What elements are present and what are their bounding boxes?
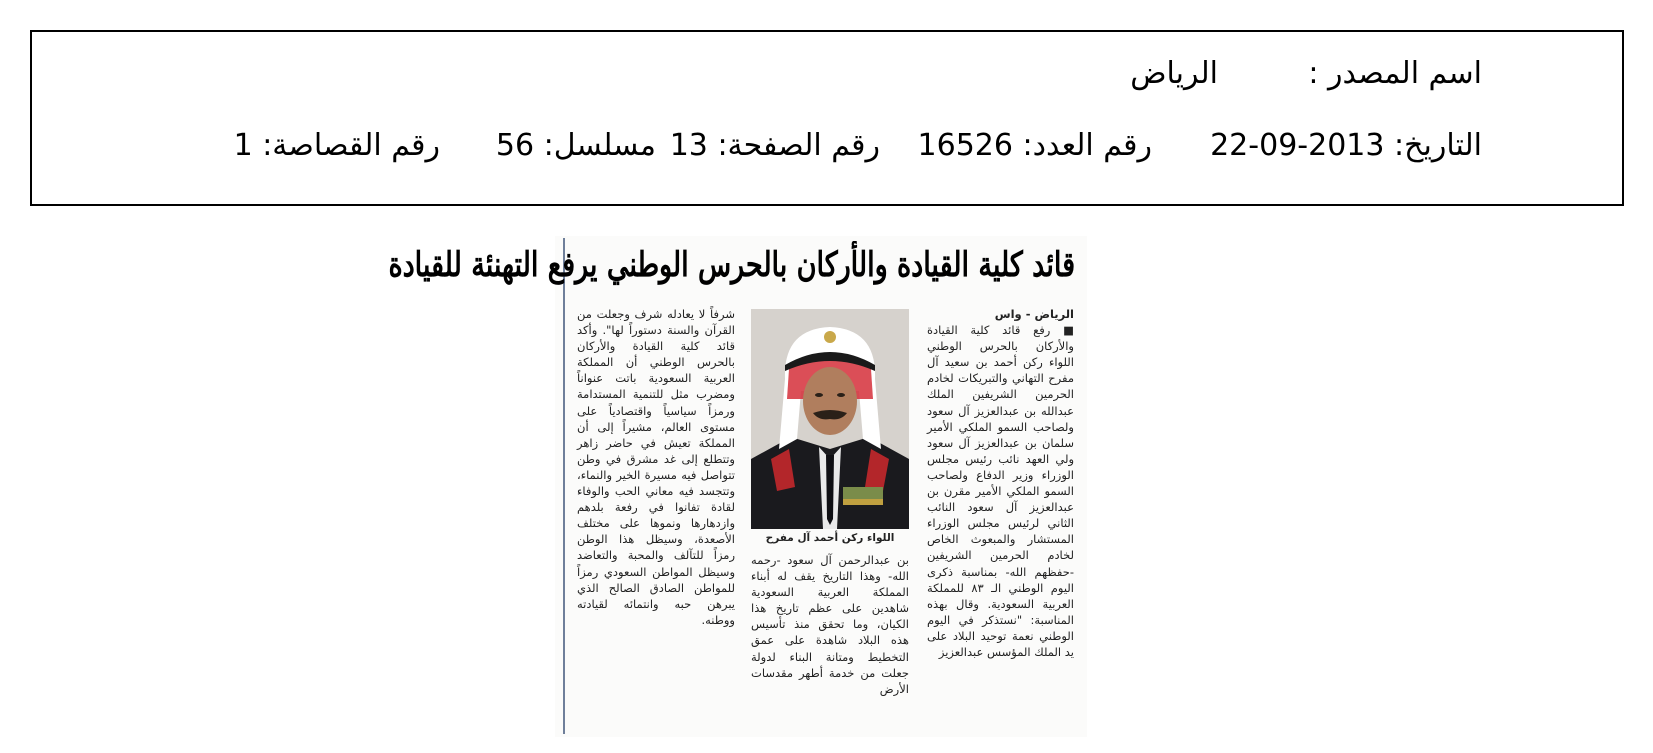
article-dateline: الرياض - واس xyxy=(994,307,1074,321)
article-headline: قائد كلية القيادة والأركان بالحرس الوطني يرفع التهنئة للقيادة xyxy=(388,246,1075,285)
article-column-right xyxy=(927,306,1074,660)
source-value: الرياض xyxy=(1130,56,1218,91)
page-number-field: رقم الصفحة: 13 xyxy=(669,128,880,163)
clipping-border-line xyxy=(563,238,565,734)
clipping-info-box xyxy=(30,30,1624,206)
clip-number-field: رقم القصاصة: 1 xyxy=(233,128,440,163)
newspaper-clipping xyxy=(388,236,1087,737)
portrait-photo xyxy=(751,309,909,529)
source-label: اسم المصدر : xyxy=(1308,56,1482,91)
serial-field: مسلسل: 56 xyxy=(495,128,656,163)
article-column-middle: بن عبدالرحمن آل سعود -رحمه الله- وهذا التاريخ يقف له أبناء المملكة العربية السعودية شاهدين على عظم تاريخ هذا الكيان، وما تحقق منذ تأسيس هذه البلاد شاهدة على عمق التخطيط ومتانة البناء لدولة جعلت من خدمة أطهر مقدسات الأرض xyxy=(751,553,909,696)
photo-caption: اللواء ركن أحمد آل مفرح xyxy=(765,532,895,544)
issue-number-field: رقم العدد: 16526 xyxy=(917,128,1152,163)
date-field: التاريخ: 2013-09-22 xyxy=(1210,128,1482,163)
article-column-left: شرفاً لا يعادله شرف وجعلت من القرآن والسنة دستوراً لها". وأكد قائد كلية القيادة والأركان بالحرس الوطني أن المملكة العربية السعودية باتت عنواناً ومضرب مثل للتنمية المستدامة ورمزاً سياسياً واقتصادياً على مستوى العالم، مشيراً إلى أن المملكة تعيش في حاضر زاهر وتتطلع إلى غد مشرق في وطن تتواصل فيه مسيرة الخير والنماء، وتتجسد فيه معاني الحب والوفاء لقادة تفانوا في رفعة بلدهم وازدهارها ونموها على مختلف الأصعدة، وسيظل هذا الوطن رمزاً للتآلف والمحبة والتعاضد وسيظل المواطن السعودي رمزاً للمواطن الصادق الصالح الذي يبرهن حبه وانتمائه لقيادته ووطنه. xyxy=(577,307,735,627)
article-body-right: ■ رفع قائد كلية القيادة والأركان بالحرس الوطني اللواء ركن أحمد بن سعيد آل مفرح التهاني والتبريكات لخادم الحرمين الشريفين الملك عبدالله بن عبدالعزيز آل سعود ولصاحب السمو الملكي الأمير سلمان بن عبدالعزيز آل سعود ولي العهد نائب رئيس مجلس الوزراء وزير الدفاع ولصاحب السمو الملكي الأمير مقرن بن عبدالعزيز آل سعود النائب الثاني لرئيس مجلس الوزراء المستشار والمبعوث الخاص لخادم الحرمين الشريفين -حفظهم الله- بمناسبة ذكرى اليوم الوطني الـ ٨٣ للمملكة العربية السعودية. وقال بهذه المناسبة: "نستذكر في اليوم الوطني نعمة توحيد البلاد على يد الملك المؤسس عبدالعزيز xyxy=(927,323,1074,659)
